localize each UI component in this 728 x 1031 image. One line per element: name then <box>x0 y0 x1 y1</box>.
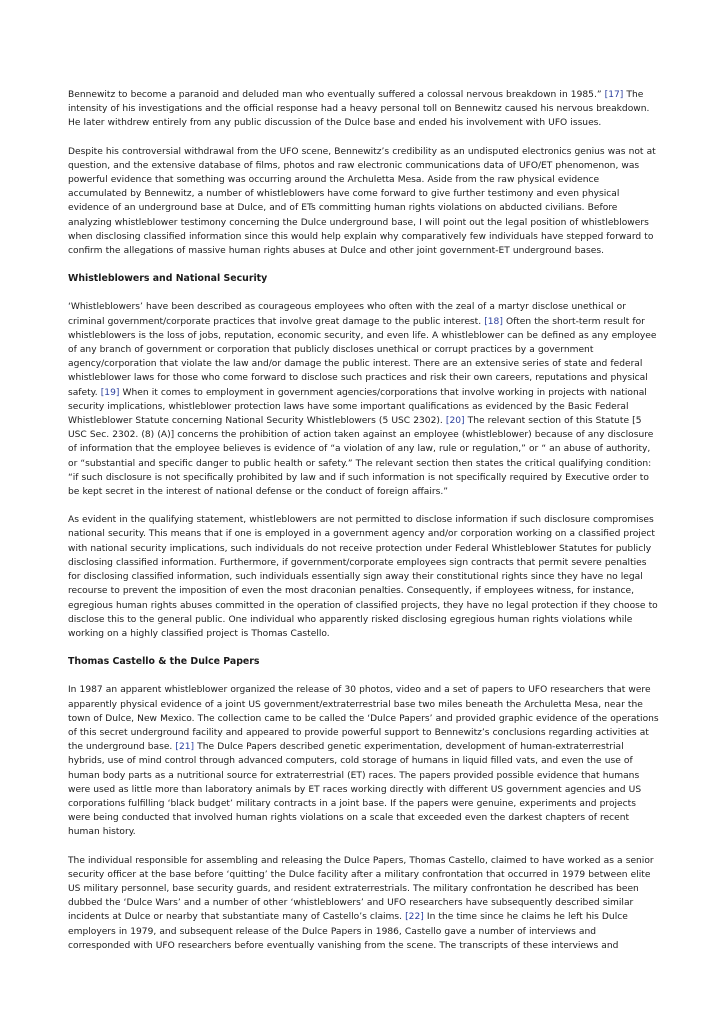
paragraph-text: Despite his controversial withdrawal from the UFO scene, Bennewitz’s credibility as an undisputed electronics genius was not at question, and the extensive database of films, photos and raw electronic communications data of UFO/ET phenomenon, was powerful evidence that something was occurring around the Archuletta Mesa. Aside from the raw physical evidence accumulated by Bennewitz, a number of whistleblowers have come forward to give further testimony and even physical evidence of an underground base at Dulce, and of ETs committing human rights violations on abducted civilians. Before analyzing whistleblower testimony concerning the Dulce underground base, I will point out the legal position of whistleblowers when disclosing classified information since this would help explain why comparatively few individuals have stepped forward to confirm the allegations of massive human rights abuses at Dulce and other joint government-ET underground bases. <box>68 146 656 257</box>
paragraph-text: The Dulce Papers described genetic experimentation, development of human-extraterrestrial hybrids, use of mind control through advanced computers, cold storage of humans in liquid filled vats, and even the use of human body parts as a nutritional source for extraterrestrial (ET) races. The papers provided possible evidence that humans were used as little more than laboratory animals by ET races working directly with different US government agencies and US corporations fulfilling ‘black budget’ military contracts in a joint base. If the papers were genuine, experiments and projects were being conducted that involved human rights violations on a scale that exceeded even the darkest chapters of recent human history. <box>68 742 642 838</box>
footnote-reference-link[interactable]: [17] <box>604 90 624 100</box>
footnote-reference-link[interactable]: [18] <box>484 316 503 327</box>
paragraph-text: The intensity of his investigations and the official response had a heavy personal toll on Bennewitz caused his nervous breakdown. He later withdrew entirely from any public discussion of the Dulce base and ended his involvement with UFO issues. <box>68 90 650 129</box>
body-paragraph <box>68 683 660 839</box>
paragraph-text: In the time since he claims he left his Dulce employers in 1979, and subsequent release of the Dulce Papers in 1986, Castello gave a number of interviews and corresponded with UFO researchers before eventually vanishing from the scene. The transcripts of these interviews and <box>68 912 628 951</box>
section-heading: Thomas Castello & the Dulce Papers <box>68 656 260 668</box>
body-paragraph <box>68 513 660 641</box>
paragraph-text: As evident in the qualifying statement, whistleblowers are not permitted to disclose information if such disclosure compromises national security. This means that if one is employed in a government agency and/or corporation working on a classified project with national security implications, such individuals do not receive protection under Federal Whistleblower Statutes for publicly disclosing classified information. Furthermore, if government/corporate employees sign contracts that permit severe penalties for disclosing classified information, such individuals essentially sign away their constitutional rights since they have no legal recourse to prevent the imposition of even the most draconian penalties. Consequently, if employees witness, for instance, egregious human rights abuses committed in the operation of classified projects, they have no legal protection if they choose to disclose this to the general public. One individual who apparently risked disclosing egregious human rights violations while working on a highly classified project is Thomas Castello. <box>68 515 658 639</box>
footnote-reference-link[interactable]: [20] <box>445 416 465 427</box>
footnote-reference-link[interactable]: [19] <box>100 387 120 398</box>
paragraph-text: ‘Whistleblowers’ have been described as courageous employees who often with the zeal of a martyr disclose unethical or criminal government/corporate practices that involve great damage to the public interest. <box>68 302 626 327</box>
body-paragraph <box>68 145 660 259</box>
paragraph-text: Bennewitz to become a paranoid and deluded man who eventually suffered a colossal nervous breakdown in 1985.” <box>68 90 605 100</box>
footnote-reference-link[interactable]: [21] <box>175 742 195 753</box>
body-paragraph <box>68 88 660 131</box>
section-heading: Whistleblowers and National Security <box>68 273 268 285</box>
paragraph-text: Often the short-term result for whistleblowers is the loss of jobs, reputation, economic security, and even life. A whistleblower can be defined as any employee of any branch of government or corporation that publicly discloses unethical or corrupt practices by a government agency/corporation that violate the law and/or damage the public interest. There are an extensive series of state and federal whistleblower laws for those who come forward to disclose such practices and risk their own careers, reputations and physical safety. <box>68 316 657 398</box>
body-paragraph <box>68 300 660 499</box>
paragraph-text: In 1987 an apparent whistleblower organized the release of 30 photos, video and a set of papers to UFO researchers that were apparently physical evidence of a joint US government/extraterrestrial base two miles beneath the Archuletta Mesa, near the town of Dulce, New Mexico. The collection came to be called the ‘Dulce Papers’ and provided graphic evidence of the operations of this secret underground facility and appeared to provide powerful support to Bennewitz’s conclusions regarding activities at the underground base. <box>68 685 659 753</box>
body-paragraph <box>68 854 660 953</box>
document-page <box>68 88 660 967</box>
paragraph-text: The relevant section of this Statute [5 USC Sec. 2302. (8) (A)] concerns the prohibition of action taken against an employee (whistleblower) because of any disclosure of information that the employee believes is evidence of “a violation of any law, rule or regulation,” or “ an abuse of authority, or “substantial and specific danger to public health or safety.” The relevant section then states the critical qualifying condition: “if such disclosure is not specifically prohibited by law and if such information is not specifically required by Executive order to be kept secret in the interest of national defense or the conduct of foreign affairs.” <box>68 416 654 498</box>
paragraph-text: The individual responsible for assembling and releasing the Dulce Papers, Thomas Castello, claimed to have worked as a senior security officer at the base before ‘quitting’ the Dulce facility after a military confrontation that occurred in 1979 between elite US military personnel, base security guards, and resident extraterrestrials. The military confrontation he described has been dubbed the ‘Dulce Wars’ and a number of other ‘whistleblowers’ and UFO researchers have subsequently described similar incidents at Dulce or nearby that substantiate many of Castello’s claims. <box>68 855 654 923</box>
footnote-reference-link[interactable]: [22] <box>405 912 424 923</box>
paragraph-text: When it comes to employment in government agencies/corporations that involve working in projects with national security implications, whistleblower protection laws have some important qualifications as evidenced by the Basic Federal Whistleblower Statute concerning National Security Whistleblowers (5 USC 2302). <box>68 387 647 427</box>
